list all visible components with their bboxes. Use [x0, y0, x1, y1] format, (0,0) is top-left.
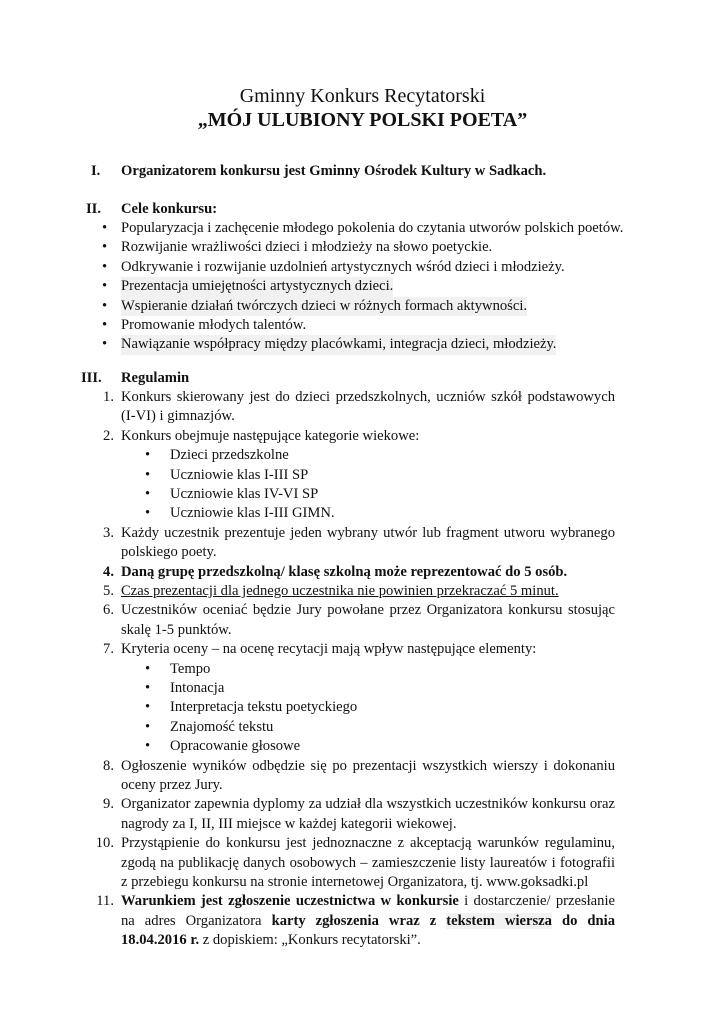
- bullet-icon: •: [102, 316, 108, 333]
- list-item: • Znajomość tekstu: [0, 718, 725, 737]
- list-item: • Nawiązanie współpracy między placówkami, integracja dzieci, młodzieży.: [0, 335, 725, 354]
- rule-item: 11. Warunkiem jest zgłoszenie uczestnictwa w konkursie i dostarczenie/ przesłanie na adres Organizatora karty zgłoszenia wraz z tekstem wiersza do dnia 18.04.2016 r. z dopiskiem: „Konkurs recytatorski”.: [96, 893, 616, 949]
- rule-item: 2. Konkurs obejmuje następujące kategorie wiekowe:: [103, 427, 420, 444]
- section-numeral: I.: [91, 163, 101, 179]
- list-item: • Prezentacja umiejętności artystycznych dzieci.: [0, 277, 725, 296]
- rule-item: 4. Daną grupę przedszkolną/ klasę szkolną może reprezentować do 5 osób.: [103, 563, 568, 580]
- bullet-icon: •: [145, 447, 151, 464]
- bullet-icon: •: [145, 466, 151, 483]
- document-subtitle: „MÓJ ULUBIONY POLSKI POETA”: [197, 109, 528, 131]
- rule-item: 5. Czas prezentacji dla jednego uczestnika nie powinien przekraczać 5 minut.: [103, 583, 559, 599]
- bullet-icon: •: [145, 505, 151, 522]
- list-item: • Uczniowie klas I-III GIMN.: [0, 504, 725, 523]
- goals-list: [0, 219, 725, 355]
- rule-item: 10. Przystąpienie do konkursu jest jednoznaczne z akceptacją warunków regulaminu, zgodą na publikację danych osobowych – zamieszczenie listy laureatów i fotografii z przebiegu konkursu na stronie internetowej Organizatora, tj. www.goksadki.pl: [95, 835, 615, 891]
- rule-item: 9. Organizator zapewnia dyplomy za udział dla wszystkich uczestników konkursu oraz nagrody za I, II, III miejsce w każdej kategorii wiekowej.: [103, 796, 615, 832]
- list-item: • Odkrywanie i rozwijanie uzdolnień artystycznych wśród dzieci i młodzieży.: [0, 258, 725, 277]
- bullet-icon: •: [145, 486, 151, 502]
- bullet-icon: •: [145, 660, 151, 677]
- bullet-icon: •: [145, 738, 151, 755]
- section-title: Cele konkursu:: [121, 201, 218, 217]
- document-title: Gminny Konkurs Recytatorski: [239, 85, 486, 107]
- rule-item: 3. Każdy uczestnik prezentuje jeden wybrany utwór lub fragment utworu wybranego polskiego poety.: [103, 524, 615, 561]
- bullet-icon: •: [145, 699, 151, 716]
- rules-list: [0, 388, 725, 951]
- section-title: Organizatorem konkursu jest Gminny Ośrodek Kultury w Sadkach.: [121, 163, 547, 179]
- bullet-icon: •: [102, 258, 108, 275]
- list-item: • Popularyzacja i zachęcenie młodego pokolenia do czytania utworów polskich poetów.: [0, 219, 725, 238]
- rule-item: 8. Ogłoszenie wyników odbędzie się po prezentacji wszystkich wierszy i dokonaniu oceny przez Jury.: [103, 757, 615, 793]
- age-categories-list: [0, 446, 725, 524]
- list-item: • Dzieci przedszkolne: [0, 446, 725, 465]
- list-item: • Intonacja: [0, 679, 725, 698]
- bullet-icon: •: [145, 718, 151, 735]
- section-numeral: III.: [81, 370, 102, 386]
- list-item: • Uczniowie klas IV-VI SP: [0, 485, 725, 504]
- list-item: • Uczniowie klas I-III SP: [0, 466, 725, 485]
- bullet-icon: •: [102, 336, 108, 353]
- list-item: • Opracowanie głosowe: [0, 737, 725, 756]
- bullet-icon: •: [102, 220, 108, 236]
- list-item: • Interpretacja tekstu poetyckiego: [0, 698, 725, 717]
- section-title: Regulamin: [121, 370, 190, 386]
- bullet-icon: •: [145, 680, 151, 697]
- bullet-icon: •: [102, 297, 108, 314]
- section-numeral: II.: [86, 201, 102, 217]
- rule-item: 1. Konkurs skierowany jest do dzieci przedszkolnych, uczniów szkół podstawowych (I-VI) i gimnazjów.: [103, 389, 615, 425]
- list-item: • Rozwijanie wrażliwości dzieci i młodzieży na słowo poetyckie.: [0, 238, 725, 257]
- rule-item: 6. Uczestników oceniać będzie Jury powołane przez Organizatora konkursu stosując skalę 1-5 punktów.: [103, 602, 615, 638]
- bullet-icon: •: [102, 239, 108, 256]
- bullet-icon: •: [102, 278, 108, 295]
- list-item: • Promowanie młodych talentów.: [0, 316, 725, 335]
- evaluation-criteria-list: [0, 660, 725, 757]
- list-item: • Tempo: [0, 660, 725, 679]
- list-item: • Wspieranie działań twórczych dzieci w różnych formach aktywności.: [0, 297, 725, 316]
- rule-item: 7. Kryteria oceny – na ocenę recytacji mają wpływ następujące elementy:: [103, 641, 537, 658]
